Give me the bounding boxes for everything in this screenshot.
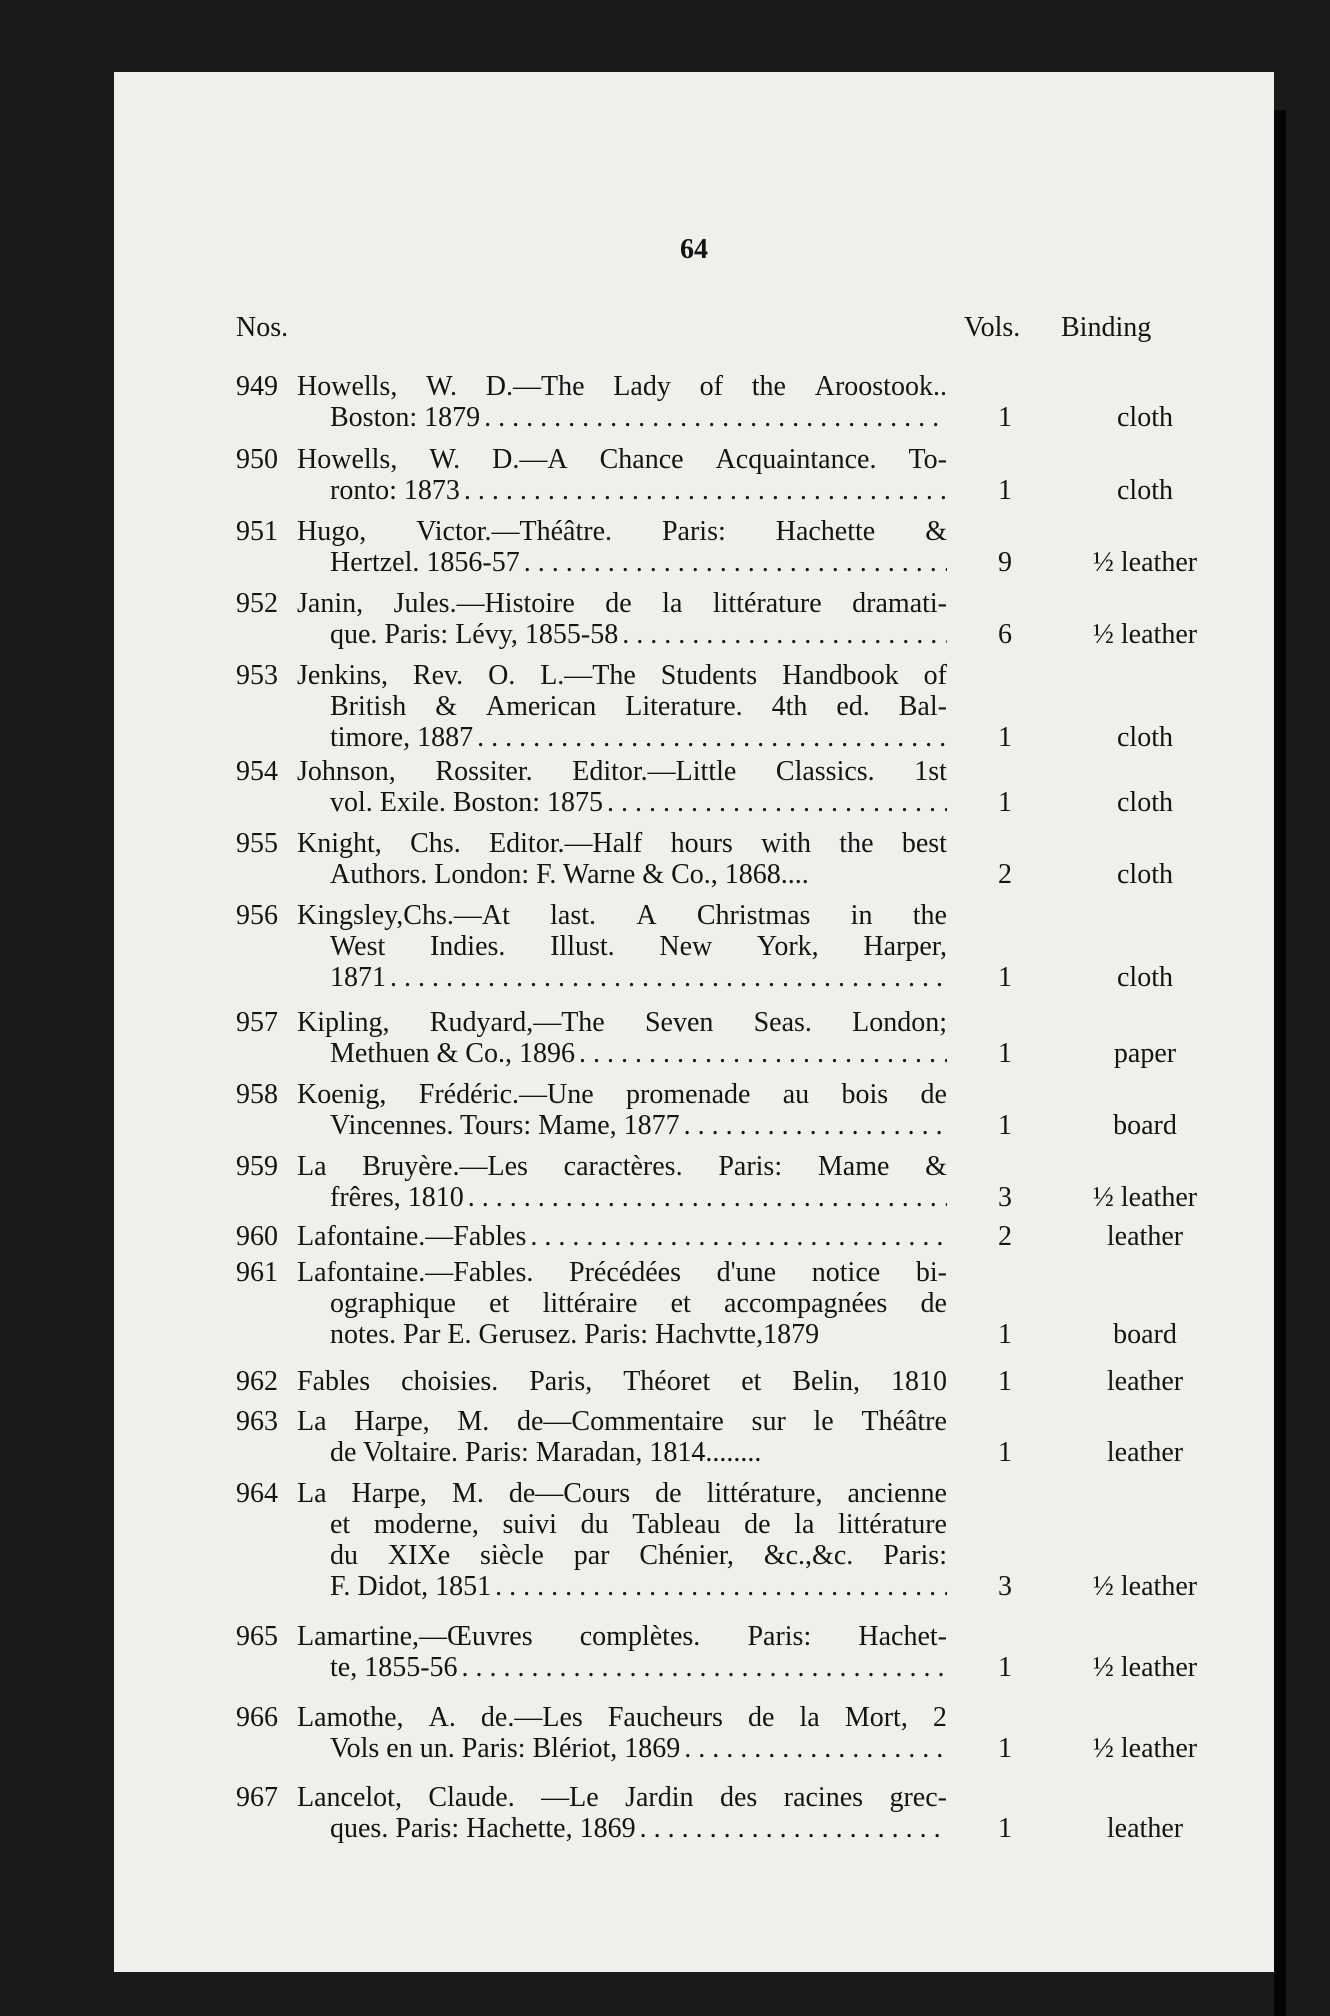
entry-number: 953 [236,660,278,691]
entry-word: the [912,900,947,931]
entry-word: —Le [541,1782,599,1813]
entry-word: Bal- [898,691,947,722]
entry-text: notes. Par E. Gerusez. Paris: Hachvtte,1879 [330,1319,820,1350]
entry-word: Précédées [569,1257,681,1288]
entry-word: par [573,1540,610,1571]
entry-word: Aroostook.. [814,371,947,402]
entry-word: Lancelot, [297,1782,402,1813]
entry-word: Chance [599,444,684,475]
entry-word: de [920,1288,947,1319]
entry-word: American [485,691,597,722]
entry-text-line [330,961,947,995]
entry-word: & [435,691,457,722]
entry-word: le [813,1406,834,1437]
dot-leader [520,546,947,580]
entry-word: Johnson, [297,756,396,787]
entry-vols: 1 [998,1733,1012,1764]
entry-text: Authors. London: F. Warne & Co., 1868.... [330,859,809,890]
entry-binding: cloth [1117,402,1173,433]
dot-leader [526,1220,947,1254]
entry-word: Classics. [775,756,875,787]
entry-number: 952 [236,588,278,619]
entry-word: Belin, [792,1366,861,1397]
entry-number: 963 [236,1406,278,1437]
entry-word: with [761,828,811,859]
entry-word: Handbook [782,660,899,691]
entry-number: 964 [236,1478,278,1509]
entry-word: Paris: [718,1151,783,1182]
entry-text-line [330,786,947,820]
entry-text-line [297,1781,947,1815]
entry-word: Lafontaine.—Fables. [297,1257,534,1288]
entry-text-line [330,1436,947,1470]
entry-text-line [297,1477,947,1511]
entry-word: Lamartine,—Œuvres [297,1621,533,1652]
entry-vols: 1 [998,1319,1012,1350]
entry-text: frêres, 1810 [330,1182,464,1213]
entry-word: accompagnées [724,1288,888,1319]
entry-text-line [297,1701,947,1735]
entry-word: de [748,1702,775,1733]
entry-word: Janin, [297,588,364,619]
entry-binding: leather [1106,1366,1184,1397]
entry-binding: ½ leather [1092,1733,1198,1764]
entry-text: ronto: 1873 [330,475,460,506]
entry-word: et [330,1509,351,1540]
entry-word: racines [783,1782,864,1813]
entry-binding: cloth [1117,859,1173,890]
entry-word: ancienne [847,1478,947,1509]
entry-word: D.—The [485,371,585,402]
entry-number: 950 [236,444,278,475]
entry-word: the [751,371,786,402]
entry-word: Paris: [747,1621,812,1652]
entry-word: Paris, [529,1366,593,1397]
dot-leader [460,474,947,508]
entry-word: M. [457,1406,490,1437]
entry-text: ques. Paris: Hachette, 1869 [330,1813,636,1844]
entry-word: A. [428,1702,456,1733]
dot-leader [618,618,947,652]
entry-word: hours [670,828,733,859]
entry-word: London; [852,1007,947,1038]
entry-word: Seven [644,1007,714,1038]
entry-binding: ½ leather [1092,619,1198,650]
entry-word: Harpe, [354,1406,430,1437]
dot-leader [636,1812,947,1846]
entry-word: Knight, [297,828,382,859]
entry-binding: ½ leather [1092,1652,1198,1683]
entry-word: Rossiter. [435,756,533,787]
entry-word: Chénier, [639,1540,734,1571]
entry-word: West [330,931,386,962]
entry-text-line [330,546,947,580]
entry-text-line [297,1365,947,1399]
entry-word: de [605,588,632,619]
entry-vols: 2 [998,1221,1012,1252]
entry-vols: 3 [998,1182,1012,1213]
entry-text-line [330,1109,947,1143]
entry-word: choisies. [401,1366,499,1397]
entry-number: 965 [236,1621,278,1652]
entry-text-line [330,690,947,724]
entry-text-line [297,755,947,789]
entry-text-line [330,721,947,755]
entry-word: New [659,931,713,962]
entry-word: the [839,828,874,859]
entry-vols: 1 [998,1110,1012,1141]
entry-word: York, [756,931,819,962]
entry-vols: 2 [998,859,1012,890]
entry-number: 958 [236,1079,278,1110]
entry-text-line [297,1006,947,1040]
entry-word: sur [751,1406,786,1437]
dot-leader [603,786,947,820]
entry-word: complètes. [579,1621,701,1652]
entry-text-line [330,1570,947,1604]
entry-number: 954 [236,756,278,787]
entry-word: & [925,1151,947,1182]
entry-word: caractères. [563,1151,683,1182]
entry-word: Harper, [863,931,947,962]
entry-text: Hertzel. 1856-57 [330,547,520,578]
entry-word: de [655,1478,682,1509]
entry-word: littéraire [542,1288,638,1319]
entry-text-line [330,1732,947,1766]
entry-binding: cloth [1117,722,1173,753]
entry-number: 961 [236,1257,278,1288]
entry-binding: leather [1106,1437,1184,1468]
entry-number: 962 [236,1366,278,1397]
entry-vols: 1 [998,1813,1012,1844]
entry-word: Howells, [297,444,398,475]
entry-word: Hugo, [297,516,367,547]
entry-vols: 1 [998,402,1012,433]
entry-vols: 1 [998,1366,1012,1397]
entry-word: promenade [626,1079,751,1110]
entry-word: Kingsley,Chs.—At [297,900,510,931]
entry-text-line [330,858,947,892]
entry-word: siècle [480,1540,544,1571]
entry-word: & [925,516,947,547]
entry-word: W. [429,444,461,475]
entry-vols: 1 [998,1652,1012,1683]
entry-word: XIXe [387,1540,451,1571]
entry-word: des [719,1782,758,1813]
entry-word: Lady [613,371,671,402]
entry-word: Fables [297,1366,371,1397]
entry-word: la [794,1509,815,1540]
entry-binding: board [1113,1110,1177,1141]
entry-text-line [297,1150,947,1184]
entry-word: Rudyard,—The [429,1007,605,1038]
entry-word: littérature [712,588,822,619]
entry-text-line [297,515,947,549]
entry-word: au [782,1079,810,1110]
dot-leader [386,961,947,995]
entry-binding: ½ leather [1092,1182,1198,1213]
entry-word: 2 [932,1702,947,1733]
entry-vols: 1 [998,1437,1012,1468]
entry-word: Hachet- [858,1621,947,1652]
entry-text: Vincennes. Tours: Mame, 1877 [330,1110,680,1141]
entry-word: O. [488,660,516,691]
entry-word: la [662,588,683,619]
dot-leader [464,1181,947,1215]
entry-number: 957 [236,1007,278,1038]
entry-word: Howells, [297,371,398,402]
entry-word: grec- [889,1782,947,1813]
entry-text-line [297,659,947,693]
entry-word: Editor.—Half [489,828,643,859]
entry-word: Chs. [410,828,461,859]
entry-text-line [297,1620,947,1654]
entry-word: Victor.—Théâtre. [416,516,612,547]
entry-word: littérature, [706,1478,823,1509]
entry-text-line [330,1651,947,1685]
entry-word: Acquaintance. [715,444,877,475]
entry-word: de [744,1509,771,1540]
entry-word: La [297,1478,327,1509]
entry-word: Théoret [623,1366,711,1397]
dot-leader [680,1732,947,1766]
entry-text-line [330,1539,947,1573]
entry-text-line [330,1508,947,1542]
entry-binding: leather [1106,1813,1184,1844]
entry-text: timore, 1887 [330,722,474,753]
entry-text: Vols en un. Paris: Blériot, 1869 [330,1733,681,1764]
entry-word: notice [811,1257,881,1288]
entry-word: in [850,900,873,931]
entry-word: bois [841,1079,889,1110]
entry-word: Kipling, [297,1007,390,1038]
entry-word: La [297,1151,327,1182]
entry-binding: ½ leather [1092,547,1198,578]
entry-word: du [330,1540,358,1571]
entry-word: W. [426,371,457,402]
entry-word: et [741,1366,762,1397]
entry-text-line [330,1037,947,1071]
entry-word: Claude. [428,1782,515,1813]
entry-word: Rev. [412,660,464,691]
entry-text-line [297,1220,947,1254]
entry-word: Hachette [775,516,876,547]
entry-word: best [901,828,947,859]
entry-number: 949 [236,371,278,402]
entry-word: moderne, [373,1509,479,1540]
entry-word: Literature. [625,691,743,722]
entry-vols: 9 [998,547,1012,578]
entry-word: de—Commentaire [517,1406,724,1437]
entry-text-line [297,1078,947,1112]
entry-word: La [297,1406,327,1437]
entry-number: 955 [236,828,278,859]
entry-word: d'une [716,1257,777,1288]
entry-word: British [330,691,407,722]
entry-text-line [330,1287,947,1321]
entry-text-line [297,827,947,861]
entry-word: Mort, [844,1702,908,1733]
entry-word: ed. [836,691,870,722]
header-binding: Binding [1061,312,1152,343]
entry-word: dramati- [852,588,947,619]
entry-word: Students [660,660,758,691]
entry-word: Paris: [661,516,726,547]
entry-binding: board [1113,1319,1177,1350]
entry-word: ographique [330,1288,456,1319]
entry-text: Boston: 1879 [330,402,481,433]
entry-binding: cloth [1117,475,1173,506]
entry-text: vol. Exile. Boston: 1875 [330,787,603,818]
entry-word: Tableau [632,1509,721,1540]
entry-word: Seas. [753,1007,812,1038]
entry-word: M. [451,1478,484,1509]
entry-word: last. [550,900,597,931]
entry-text-line [330,474,947,508]
entry-text: F. Didot, 1851 [330,1571,492,1602]
entry-text: Lafontaine.—Fables [297,1221,527,1252]
entry-text: te, 1855-56 [330,1652,458,1683]
entry-word: et [489,1288,510,1319]
entry-word: 4th [771,691,808,722]
entry-word: Lamothe, [297,1702,404,1733]
entry-word: D.—A [492,444,568,475]
entry-word: Koenig, [297,1079,387,1110]
entry-binding: ½ leather [1092,1571,1198,1602]
entry-word: 1st [914,756,947,787]
entry-text-line [297,1405,947,1439]
entry-word: of [923,660,947,691]
entry-text-line [297,587,947,621]
entry-text-line [330,618,947,652]
entry-word: du [580,1509,609,1540]
entry-vols: 1 [998,475,1012,506]
entry-number: 966 [236,1702,278,1733]
entry-word: Illust. [550,931,615,962]
entry-word: L.—The [540,660,636,691]
page-number: 64 [680,234,708,265]
entry-word: de.—Les [480,1702,583,1733]
entry-number: 960 [236,1221,278,1252]
entry-word: Jules.—Histoire [393,588,575,619]
entry-word: of [699,371,723,402]
entry-word: Bruyère.—Les [362,1151,528,1182]
entry-word: de [920,1079,947,1110]
entry-vols: 6 [998,619,1012,650]
dot-leader [575,1037,947,1071]
entry-binding: cloth [1117,962,1173,993]
entry-word: Mame [817,1151,890,1182]
entry-word: la [799,1702,820,1733]
entry-number: 967 [236,1782,278,1813]
entry-number: 956 [236,900,278,931]
dot-leader [458,1651,947,1685]
entry-text: que. Paris: Lévy, 1855-58 [330,619,619,650]
entry-word: Indies. [429,931,506,962]
entry-text: 1871 [330,962,386,993]
entry-text-line [330,1812,947,1846]
entry-word: littérature [838,1509,947,1540]
entry-number: 951 [236,516,278,547]
entry-word: Paris: [883,1540,947,1571]
entry-word: Théâtre [861,1406,947,1437]
entry-vols: 1 [998,1038,1012,1069]
entry-vols: 3 [998,1571,1012,1602]
entry-text-line [330,930,947,964]
entry-number: 959 [236,1151,278,1182]
entry-word: bi- [915,1257,947,1288]
entry-word: Christmas [696,900,811,931]
entry-word: Jenkins, [297,660,388,691]
entry-word: Faucheurs [607,1702,723,1733]
entry-word: Frédéric.—Une [418,1079,594,1110]
entry-word: &c.,&c. [763,1540,854,1571]
entry-text-line [297,1256,947,1290]
entry-binding: cloth [1117,787,1173,818]
entry-text-line [297,370,947,404]
entry-word: suivi [502,1509,557,1540]
entry-word: et [670,1288,691,1319]
entry-word: A [636,900,657,931]
entry-word: de—Cours [508,1478,631,1509]
entry-vols: 1 [998,722,1012,753]
entry-text: de Voltaire. Paris: Maradan, 1814........ [330,1437,762,1468]
entry-text-line [297,443,947,477]
entry-text: Methuen & Co., 1896 [330,1038,575,1069]
entry-text-line [297,899,947,933]
dot-leader [480,401,947,435]
entry-word: Editor.—Little [572,756,737,787]
entry-binding: leather [1106,1221,1184,1252]
scan-border [1274,110,1286,2016]
entry-word: Jardin [625,1782,694,1813]
entry-text-line [330,1318,947,1352]
entry-vols: 1 [998,962,1012,993]
entry-text-line [330,1181,947,1215]
entry-word: 1810 [891,1366,947,1397]
entry-word: To- [908,444,947,475]
header-nos: Nos. [236,312,289,343]
entry-word: Harpe, [351,1478,427,1509]
dot-leader [473,721,947,755]
entry-binding: paper [1113,1038,1177,1069]
entry-text-line [330,401,947,435]
dot-leader [491,1570,947,1604]
header-vols: Vols. [964,312,1021,343]
dot-leader [680,1109,947,1143]
entry-vols: 1 [998,787,1012,818]
